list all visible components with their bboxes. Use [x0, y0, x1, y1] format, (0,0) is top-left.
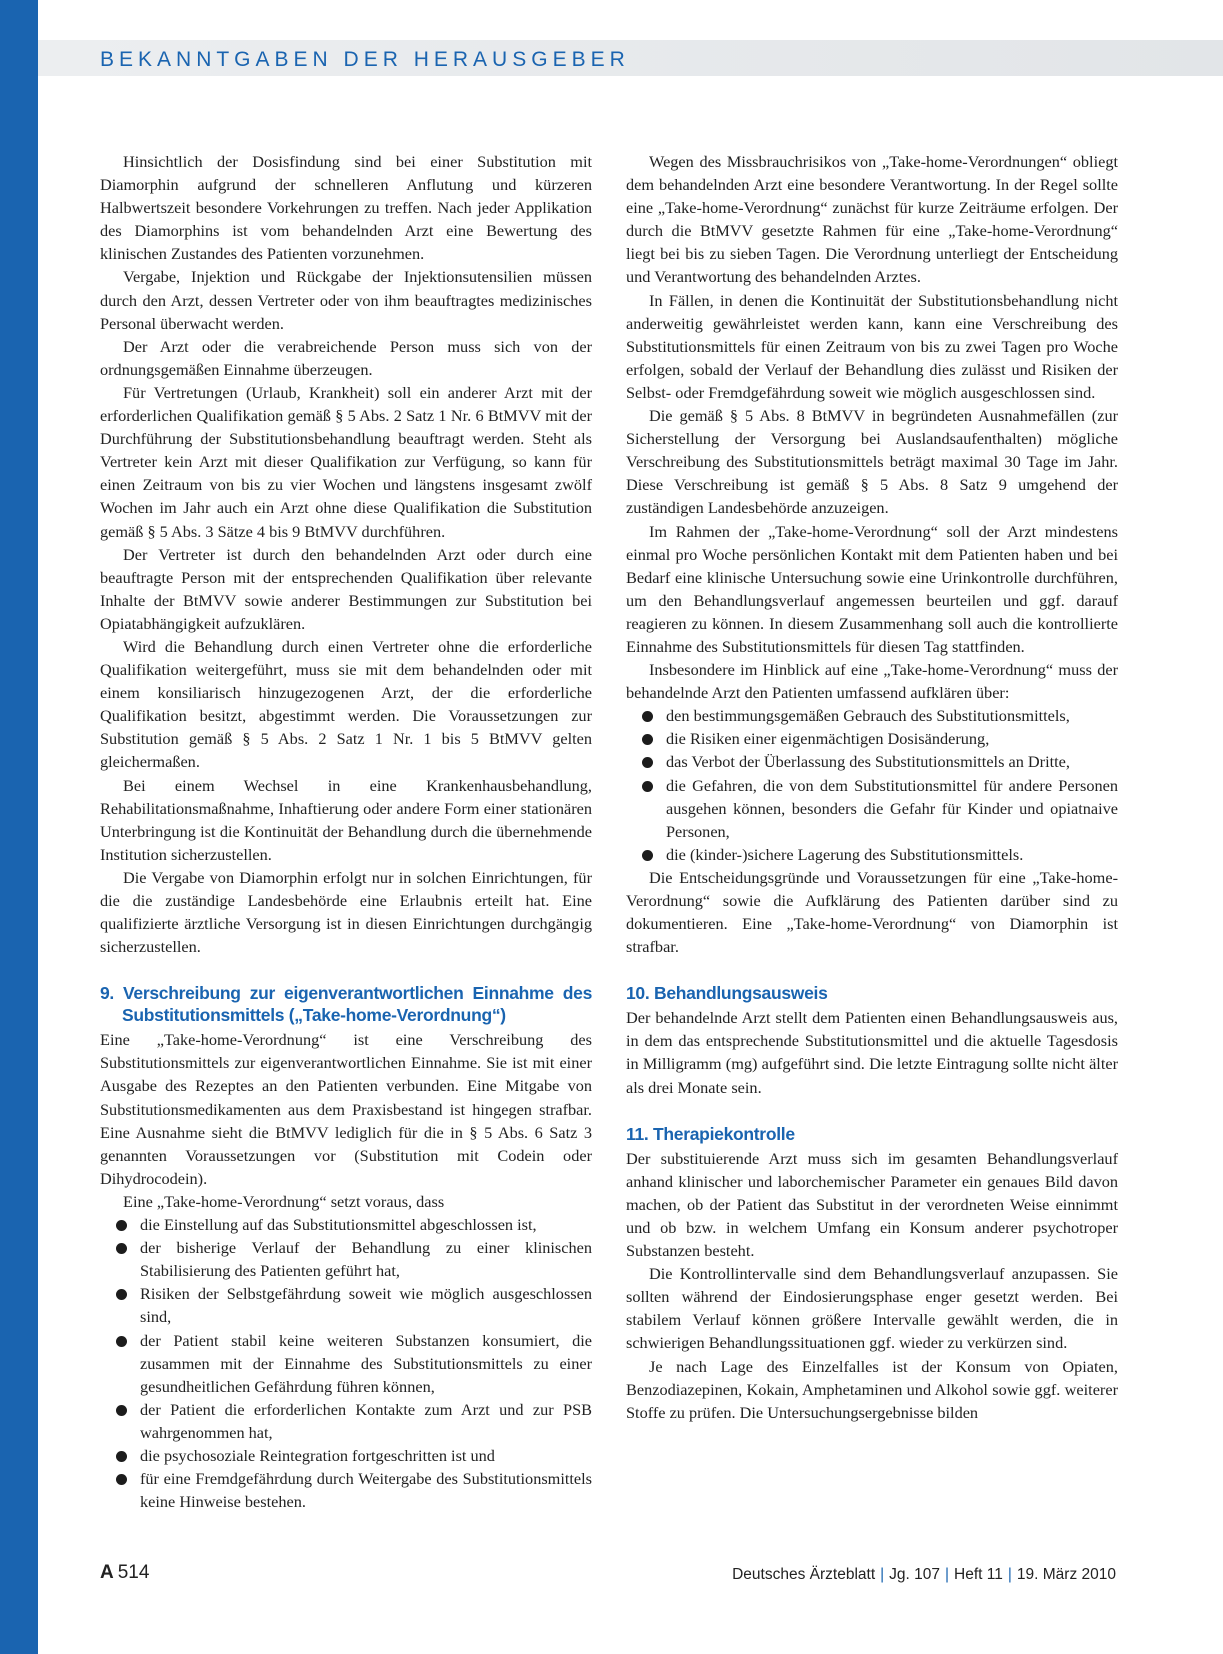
- paragraph: Die Kontrollintervalle sind dem Behandlungsverlauf anzupassen. Sie sollten während der Eindosierungsphase enger gesetzt werden. Bei stabilem Verlauf können größere Intervalle gewählt werden, die in schwierigen Behandlungssituationen ggf. wieder zu verkürzen sind.: [626, 1264, 1118, 1353]
- paragraph: Eine „Take-home-Verordnung“ setzt voraus, dass: [123, 1191, 445, 1211]
- paragraph: Der Vertreter ist durch den behandelnden Arzt oder durch eine beauftragte Person mit der entsprechenden Qualifikation über relevante Inhalte der BtMVV sowie anderer Bestimmungen zur Substitution bei Opiatabhängigkeit aufzuklären.: [100, 544, 592, 633]
- list-item: Risiken der Selbstgefährdung soweit wie möglich ausgeschlossen sind,: [100, 1282, 592, 1328]
- paragraph: Die Entscheidungsgründe und Voraussetzungen für eine „Take-home-Verordnung“ sowie die Aufklärung des Patienten darüber sind zu dokumentieren. Eine „Take-home-Verordnung“ von Diamorphin ist strafbar.: [626, 867, 1118, 957]
- bullet-list: [100, 1213, 592, 1513]
- list-item: für eine Fremdgefährdung durch Weitergabe des Substitutionsmittels keine Hinweise bestehen.: [100, 1467, 592, 1513]
- paragraph: Im Rahmen der „Take-home-Verordnung“ soll der Arzt mindestens einmal pro Woche persönlichen Kontakt mit dem Patienten haben und bei Bedarf eine klinische Untersuchung sowie eine Urinkontrolle durchführen, um den Behandlungsverlauf angemessen beurteilen und ggf. darauf reagieren zu können. In diesem Zusammenhang soll auch die kontrollierte Einnahme des Substitutionsmittels für diesen Tag stattfinden.: [626, 521, 1118, 656]
- separator: |: [880, 1566, 885, 1583]
- journal-date: 19. März 2010: [1016, 1566, 1116, 1583]
- section-heading-9: 9. Verschreibung zur eigenverantwortlichen Einnahme des Substitutionsmittels („Take-home-Verordnung“): [100, 983, 592, 1026]
- paragraph: Für Vertretungen (Urlaub, Krankheit) soll ein anderer Arzt mit der erforderlichen Qualifikation gemäß § 5 Abs. 2 Satz 1 Nr. 6 BtMVV mit der Durchführung der Substitutionsbehandlung beauftragt werden. Steht als Vertreter kein Arzt mit dieser Qualifikation zur Verfügung, so kann für einen Zeitraum von bis zu vier Wochen und längstens insgesamt zwölf Wochen im Jahr auch ein Arzt ohne diese Qualifikation die Substitution gemäß § 5 Abs. 3 Sätze 4 bis 9 BtMVV durchführen.: [100, 382, 592, 541]
- list-item: der Patient stabil keine weiteren Substanzen konsumiert, die zusammen mit der Einnahme des Substitutionsmittels zu einer gesundheitlichen Gefährdung führen können,: [100, 1329, 592, 1398]
- left-column: [100, 150, 592, 1513]
- section-heading-11: 11. Therapiekontrolle: [626, 1123, 795, 1144]
- paragraph: Die Vergabe von Diamorphin erfolgt nur in solchen Einrichtungen, für die die zuständige Landesbehörde eine Erlaubnis erteilt hat. Eine qualifizierte ärztliche Versorgung ist in diesen Einrichtungen durchgängig sicherzustellen.: [100, 867, 592, 957]
- list-item: der bisherige Verlauf der Behandlung zu einer klinischen Stabilisierung des Patienten geführt hat,: [100, 1236, 592, 1282]
- paragraph: Der substituierende Arzt muss sich im gesamten Behandlungsverlauf anhand klinischer und laborchemischer Parameter ein genaues Bild davon machen, ob der Patient das Substitut in der verordneten Weise einnimmt und ob bzw. in welchem Umfang ein Konsum anderer psychotroper Substanzen besteht.: [626, 1148, 1118, 1261]
- sidebar-color-band: [0, 0, 38, 1654]
- paragraph: Insbesondere im Hinblick auf eine „Take-home-Verordnung“ muss der behandelnde Arzt den Patienten umfassend aufklären über:: [626, 660, 1118, 703]
- right-column: [626, 150, 1118, 1424]
- paragraph: Der Arzt oder die verabreichende Person muss sich von der ordnungsgemäßen Einnahme überzeugen.: [100, 336, 592, 379]
- journal-issue: Heft 11: [954, 1566, 1003, 1583]
- journal-volume: Jg. 107: [889, 1566, 941, 1583]
- paragraph: Vergabe, Injektion und Rückgabe der Injektionsutensilien müssen durch den Arzt, dessen Vertreter oder von ihm beauftragtes medizinisches Personal überwacht werden.: [100, 267, 592, 333]
- page-number: [100, 1562, 149, 1584]
- section-heading-10: 10. Behandlungsausweis: [626, 983, 828, 1004]
- list-item: die psychosoziale Reintegration fortgeschritten ist und: [100, 1444, 592, 1467]
- paragraph: Wird die Behandlung durch einen Vertreter ohne die erforderliche Qualifikation weitergeführt, muss sie mit dem behandelnden oder mit einem konsiliarisch hinzugezogenen Arzt, der die erforderliche Qualifikation besitzt, abgestimmt werden. Die Voraussetzungen zur Substitution gemäß § 5 Abs. 2 Satz 1 Nr. 1 bis 5 BtMVV gelten gleichermaßen.: [100, 636, 592, 772]
- list-item: das Verbot der Überlassung des Substitutionsmittels an Dritte,: [626, 750, 1118, 773]
- bullet-list: [626, 704, 1118, 866]
- journal-info: [732, 1566, 1116, 1584]
- paragraph: Hinsichtlich der Dosisfindung sind bei einer Substitution mit Diamorphin aufgrund der schnelleren Anflutung und kürzeren Halbwertszeit besondere Vorkehrungen zu treffen. Nach jeder Applikation des Diamorphins ist vom behandelnden Arzt eine Bewertung des klinischen Zustandes des Patienten vorzunehmen.: [100, 152, 592, 264]
- list-item: den bestimmungsgemäßen Gebrauch des Substitutionsmittels,: [626, 704, 1118, 727]
- paragraph: Bei einem Wechsel in eine Krankenhausbehandlung, Rehabilitationsmaßnahme, Inhaftierung oder andere Form einer stationären Unterbringung ist die Kontinuität der Behandlung durch die übernehmende Institution sicherzustellen.: [100, 775, 592, 864]
- separator: |: [945, 1566, 950, 1583]
- separator: |: [1007, 1566, 1012, 1583]
- list-item: die Risiken einer eigenmächtigen Dosisänderung,: [626, 727, 1118, 750]
- paragraph: Wegen des Missbrauchrisikos von „Take-home-Verordnungen“ obliegt dem behandelnden Arzt eine besondere Verantwortung. In der Regel sollte eine „Take-home-Verordnung“ zunächst für kurze Zeiträume erfolgen. Der durch die BtMVV gesetzte Rahmen für eine „Take-home-Verordnung“ liegt bei bis zu sieben Tagen. Die Verordnung unterliegt der Entscheidung und Verantwortung des behandelnden Arztes.: [626, 152, 1118, 287]
- section-header: BEKANNTGABEN DER HERAUSGEBER: [100, 48, 630, 71]
- page-number-value: 514: [117, 1562, 150, 1583]
- list-item: der Patient die erforderlichen Kontakte zum Arzt und zur PSB wahrgenommen hat,: [100, 1398, 592, 1444]
- list-item: die Einstellung auf das Substitutionsmittel abgeschlossen ist,: [100, 1213, 592, 1236]
- page-prefix: A: [100, 1562, 114, 1583]
- journal-name: Deutsches Ärzteblatt: [732, 1566, 876, 1583]
- list-item: die Gefahren, die von dem Substitutionsmittel für andere Personen ausgehen können, besonders die Gefahr für Kinder und opiatnaive Personen,: [626, 774, 1118, 843]
- paragraph: Die gemäß § 5 Abs. 8 BtMVV in begründeten Ausnahmefällen (zur Sicherstellung der Versorgung bei Auslandsaufenthalten) mögliche Verschreibung des Substitutionsmittels beträgt maximal 30 Tage im Jahr. Diese Verschreibung ist gemäß § 5 Abs. 8 Satz 9 umgehend der zuständigen Landesbehörde anzuzeigen.: [626, 406, 1118, 518]
- paragraph: In Fällen, in denen die Kontinuität der Substitutionsbehandlung nicht anderweitig gewährleistet werden kann, kann eine Verschreibung des Substitutionsmittels für einen Zeitraum von bis zu zwei Tagen pro Woche erfolgen, sobald der Verlauf der Behandlung dies zulässt und Risiken der Selbst- oder Fremdgefährdung soweit wie möglich ausgeschlossen sind.: [626, 290, 1118, 402]
- paragraph: Eine „Take-home-Verordnung“ ist eine Verschreibung des Substitutionsmittels zur eigenverantwortlichen Einnahme. Sie ist mit einer Ausgabe des Rezeptes an den Patienten verbunden. Eine Mitgabe von Substitutionsmedikamenten aus dem Praxisbestand ist hingegen strafbar. Eine Ausnahme sieht die BtMVV lediglich für die in § 5 Abs. 6 Satz 3 genannten Voraussetzungen vor (Substitution mit Codein oder Dihydrocodein).: [100, 1030, 592, 1188]
- paragraph: Der behandelnde Arzt stellt dem Patienten einen Behandlungsausweis aus, in dem das entsprechende Substitutionsmittel und die aktuelle Tagesdosis in Milligramm (mg) aufgeführt sind. Die letzte Eintragung sollte nicht älter als drei Monate sein.: [626, 1008, 1118, 1097]
- list-item: die (kinder-)sichere Lagerung des Substitutionsmittels.: [626, 843, 1118, 866]
- paragraph: Je nach Lage des Einzelfalles ist der Konsum von Opiaten, Benzodiazepinen, Kokain, Amphetaminen und Alkohol sowie ggf. weiterer Stoffe zu prüfen. Die Untersuchungsergebnisse bilden: [626, 1356, 1118, 1422]
